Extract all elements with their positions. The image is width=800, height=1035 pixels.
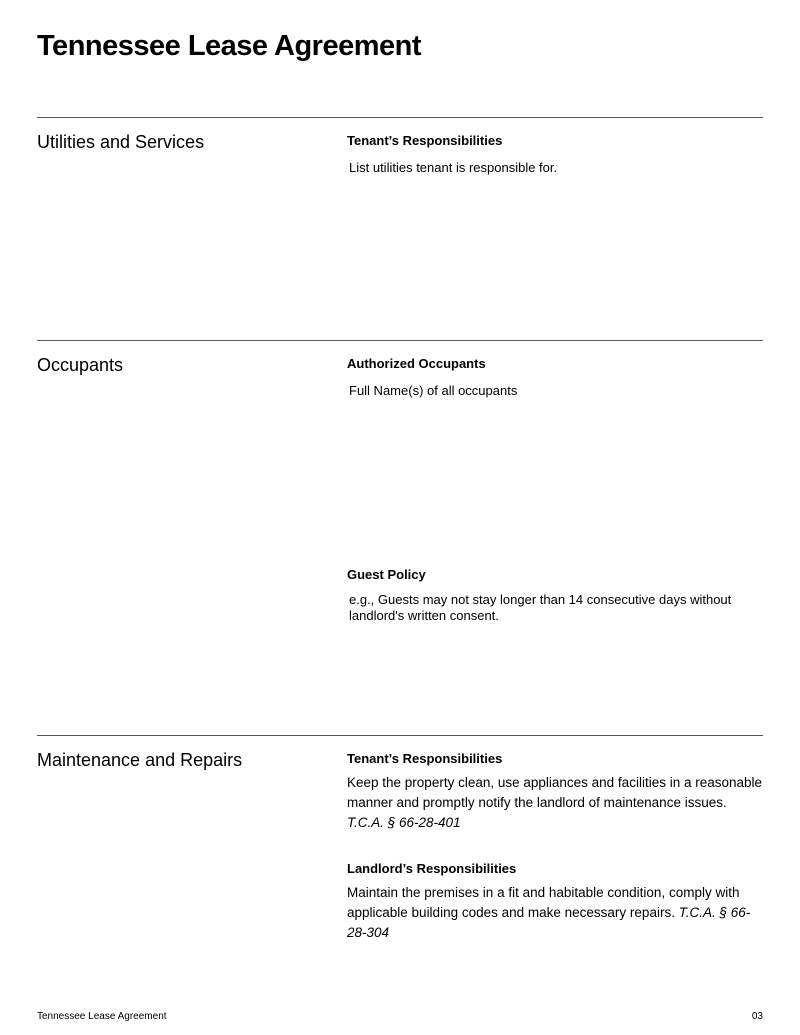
section-divider bbox=[37, 117, 763, 118]
section-heading-utilities: Utilities and Services bbox=[37, 132, 205, 152]
tenant-responsibilities-label: Tenant’s Responsibilities bbox=[347, 133, 503, 148]
authorized-occupants-label: Authorized Occupants bbox=[347, 356, 486, 371]
landlord-text: Maintain the premises in a fit and habitable condition, comply with applicable building codes and make necessary repairs. bbox=[347, 885, 740, 920]
guest-policy-field[interactable]: e.g., Guests may not stay longer than 14 consecutive days without landlord's written consent. bbox=[349, 592, 732, 623]
tenant-text: Keep the property clean, use appliances and facilities in a reasonable manner and promptly notify the landlord of maintenance issues. bbox=[347, 775, 763, 810]
section-heading-occupants: Occupants bbox=[37, 355, 124, 375]
authorized-occupants-field[interactable]: Full Name(s) of all occupants bbox=[349, 383, 518, 398]
section-divider bbox=[37, 340, 763, 341]
guest-policy-label: Guest Policy bbox=[347, 567, 426, 582]
utilities-tenant-field[interactable]: List utilities tenant is responsible for. bbox=[349, 160, 558, 175]
tenant-responsibilities-label: Tenant’s Responsibilities bbox=[347, 751, 503, 766]
section-heading-maintenance: Maintenance and Repairs bbox=[37, 750, 243, 770]
section-divider bbox=[37, 735, 763, 736]
landlord-responsibilities-label: Landlord’s Responsibilities bbox=[347, 861, 517, 876]
landlord-responsibilities-text bbox=[347, 883, 767, 943]
tenant-responsibilities-text bbox=[347, 773, 767, 833]
footer-doc-name: Tennessee Lease Agreement bbox=[37, 1011, 167, 1022]
tenant-citation: T.C.A. § 66-28-401 bbox=[347, 815, 461, 830]
page-title: Tennessee Lease Agreement bbox=[37, 30, 422, 62]
footer-page-number: 03 bbox=[751, 1011, 763, 1022]
landlord-citation: T.C.A. § 66-28-304 bbox=[347, 905, 751, 940]
